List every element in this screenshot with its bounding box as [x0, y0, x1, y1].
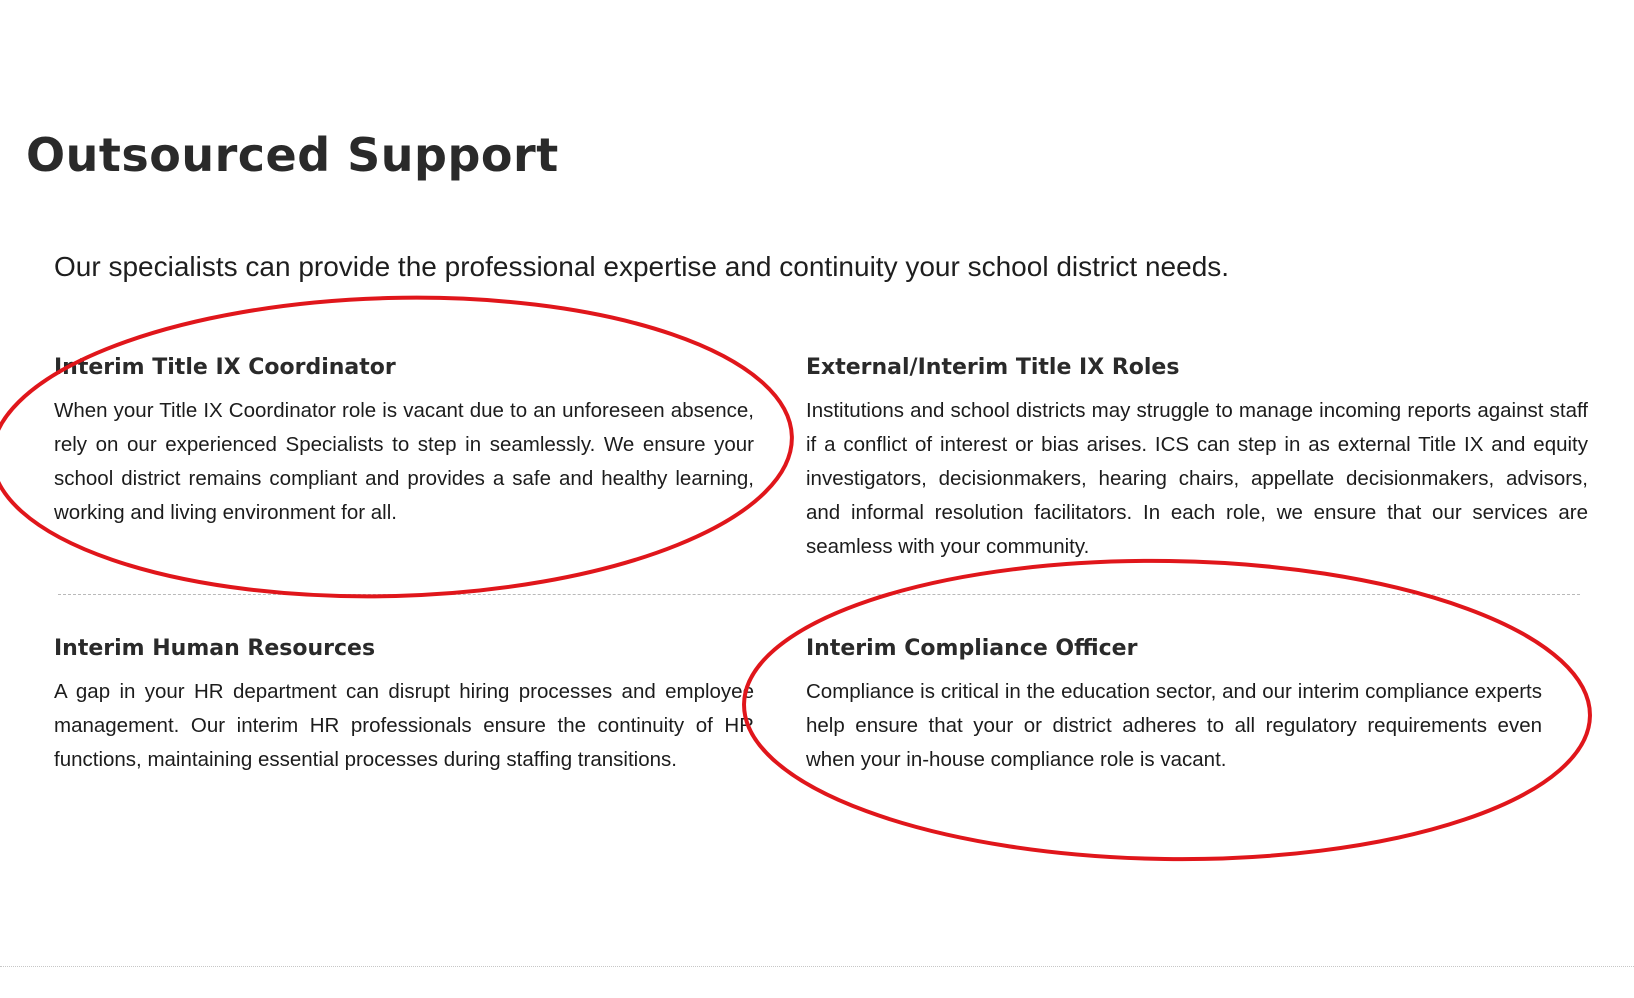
section-body: When your Title IX Coordinator role is vacant due to an unforeseen absence, rely on our experienced Specialists to step in seamlessly. We ensure your school district remains compliant and provides a safe and healthy learning, working and living environment for all.: [54, 399, 754, 524]
section-external-interim-title-ix-roles: [806, 355, 1588, 564]
page-title: Outsourced Support: [26, 128, 559, 182]
section-heading: Interim Compliance Officer: [806, 636, 1138, 661]
section-body: A gap in your HR department can disrupt hiring processes and employee management. Our interim HR professionals ensure the continuity of HR functions, maintaining essential processes during staffing transitions.: [54, 680, 754, 771]
section-interim-compliance-officer: [806, 636, 1542, 777]
section-heading: Interim Human Resources: [54, 636, 376, 661]
section-body: Institutions and school districts may struggle to manage incoming reports against staff if a conflict of interest or bias arises. ICS can step in as external Title IX and equity investigators, decisionmakers, hearing chairs, appellate decisionmakers, advisors, and informal resolution facilitators. In each role, we ensure that our services are seamless with your community.: [806, 399, 1588, 558]
section-body: Compliance is critical in the education sector, and our interim compliance experts help ensure that your or district adheres to all regulatory requirements even when your in-house compliance role is vacant.: [806, 680, 1542, 771]
section-heading: Interim Title IX Coordinator: [54, 355, 396, 380]
section-interim-title-ix-coordinator: [54, 355, 754, 530]
section-divider: [58, 594, 1580, 595]
footer-rule: [0, 966, 1634, 967]
section-heading: External/Interim Title IX Roles: [806, 355, 1180, 380]
intro-text: Our specialists can provide the professional expertise and continuity your school district needs.: [54, 251, 1230, 282]
section-interim-human-resources: [54, 636, 754, 777]
